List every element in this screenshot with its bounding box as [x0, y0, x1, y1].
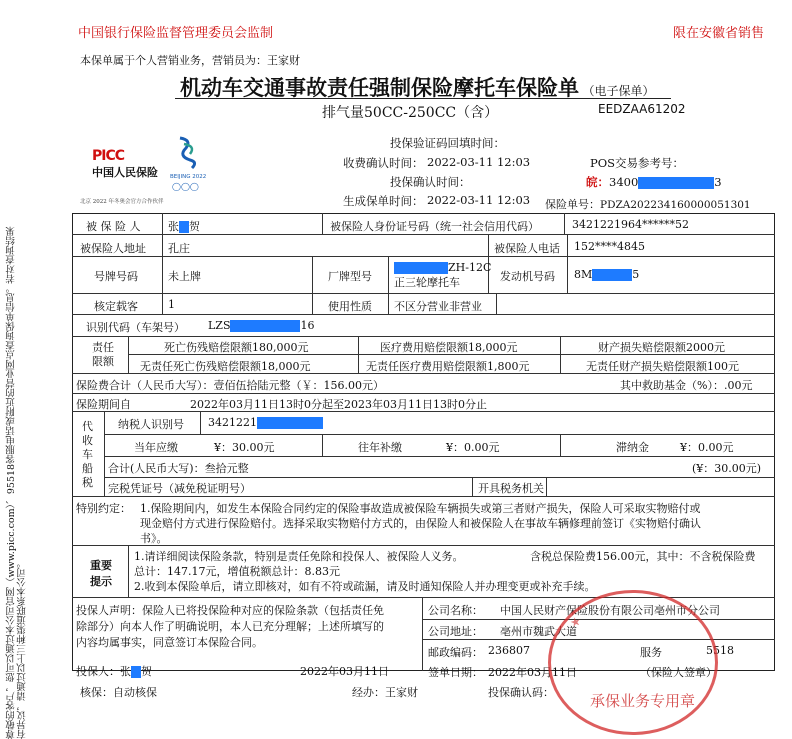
important-label-1: 重要	[90, 559, 112, 572]
col-divider	[388, 256, 389, 314]
col-divider	[560, 434, 561, 456]
fee-confirm-label: 收费确认时间：	[343, 156, 424, 170]
medical-limit: 医疗费用赔偿限额18,000元	[380, 341, 518, 354]
picc-company-name: 中国人民保险	[92, 166, 158, 179]
anhui-code-b: 3	[714, 175, 722, 189]
masked-block	[638, 177, 714, 189]
col-divider	[546, 477, 547, 496]
applicant-label: 投保人：张	[76, 665, 131, 678]
row-divider	[104, 456, 775, 457]
policy-no-value: PDZA202234160000051301	[600, 199, 751, 211]
col-divider	[162, 213, 163, 293]
row-divider	[72, 336, 775, 337]
engine-value-b: 5	[632, 268, 640, 281]
tax-current-value: ¥：30.00元	[214, 441, 275, 454]
id-value: 3421221964******52	[572, 218, 689, 231]
plate-value: 未上牌	[168, 270, 201, 283]
sale-region: 限在安徽省销售	[673, 26, 765, 41]
phone-label: 被保险人电话	[494, 242, 560, 255]
picc-logo	[92, 148, 158, 180]
special-text-2: 现金赔付方式进行保险赔付。选择采取实物赔付方式的，由保险人和被保险人在事故车辆修理前签订《实物赔付确认	[140, 517, 701, 530]
agent-note: 本保单属于个人营销业务，营销员为：王家财	[80, 54, 300, 67]
verify-time-label: 投保验证码回填时间：	[390, 136, 505, 150]
col-divider	[488, 234, 489, 256]
engine-value	[574, 268, 639, 281]
sign-date: 2022年03月11日	[488, 666, 577, 679]
anhui-code	[586, 174, 722, 190]
seal-text: 承保业务专用章	[590, 692, 696, 710]
late-fee-label: 滞纳金	[616, 441, 649, 454]
row-divider	[72, 545, 775, 546]
special-text-1: 1.保险期间内，如发生本保险合同约定的保险事故造成被保险车辆损失或第三者财产损失，保险人可采取实物赔付或	[140, 502, 701, 515]
regulator-note: 中国银行保险监督管理委员会监制	[78, 26, 274, 41]
applicant-name-b: 贺	[141, 665, 152, 678]
insured-name-a: 张	[168, 220, 179, 233]
underwriting: 核保：自动核保	[80, 686, 157, 699]
masked-block	[394, 262, 448, 274]
property-limit: 财产损失赔偿限额2000元	[598, 341, 725, 354]
policy-no-label: 保险单号：	[545, 198, 600, 211]
zip-value: 236807	[488, 644, 530, 657]
row-divider	[72, 496, 775, 497]
address-value: 孔庄	[168, 242, 190, 255]
company-name: 中国人民财产保险股份有限公司亳州市分公司	[500, 604, 720, 617]
col-divider	[358, 336, 359, 373]
pos-label: POS交易参考号：	[590, 156, 685, 170]
important-1: 1.请详细阅读保险条款，特别是责任免除和投保人、被保险人义务。	[134, 550, 464, 563]
premium-total: 保险费合计（人民币大写）：壹佰伍拾陆元整（￥：156.00元）	[76, 379, 384, 392]
col-divider	[564, 213, 565, 234]
model-label: 厂牌型号	[328, 270, 372, 283]
anhui-prefix: 皖：	[586, 175, 609, 189]
col-divider	[567, 256, 568, 293]
period-label: 保险期间自	[76, 398, 131, 411]
col-divider	[128, 336, 129, 373]
masked-block	[592, 269, 632, 281]
insurer-seal-label: （保险人签章）	[640, 666, 717, 679]
nf-death-limit: 无责任死亡伤残赔偿限额18,000元	[140, 360, 311, 373]
taxpayer-value-a: 3421221	[208, 416, 257, 429]
tax-current-label: 当年应缴	[134, 441, 178, 454]
effective-value: 2022-03-11 12:03	[427, 193, 531, 207]
important-2: 2.收到本保险单后，请立即核对，如有不符或疏漏，请及时通知保险人并办理变更或补充手续。	[134, 580, 596, 593]
special-text-3: 书》。	[140, 532, 168, 545]
id-label: 被保险人身份证号码（统一社会信用代码）	[330, 220, 539, 233]
effective-label: 生成保单时间：	[343, 194, 424, 208]
anhui-code-a: 3400	[609, 175, 639, 189]
title-main: 机动车交通事故责任强制保险摩托车保险单	[180, 76, 579, 100]
special-label: 特别约定：	[76, 502, 131, 515]
important-1-right: 含税总保险费156.00元，其中：不含税保险费	[530, 550, 756, 563]
col-divider	[560, 336, 561, 373]
rescue-fund: 其中救助基金（%）：.00元	[620, 379, 753, 392]
address-label: 被保险人地址	[80, 242, 146, 255]
vin-value-a: LZS	[208, 319, 231, 332]
row-divider	[72, 293, 775, 294]
company-name-label: 公司名称：	[428, 604, 483, 617]
company-addr-label: 公司地址：	[428, 625, 483, 638]
col-divider	[322, 434, 323, 456]
declaration-2: 除部分）向本人作了明确说明，本人已充分理解；上述所填写的	[76, 620, 384, 633]
row-divider	[72, 314, 775, 315]
vin-value-b: 16	[300, 319, 315, 332]
title-suffix: （电子保单）	[582, 84, 655, 98]
col-divider	[104, 411, 105, 496]
tax-section-label: 代收车船税	[82, 420, 93, 489]
model-value-a: ZH-12C	[448, 261, 492, 274]
col-divider	[200, 411, 201, 434]
col-divider	[322, 213, 323, 234]
period-value: 2022年03月11日13时0分起至2023年03月11日13时0分止	[190, 398, 487, 411]
col-divider	[162, 293, 163, 314]
engine-label: 发动机号码	[500, 270, 555, 283]
masked-block	[230, 320, 300, 332]
doc-code: EEDZAA61202	[598, 102, 686, 116]
masked-block	[179, 221, 189, 233]
row-divider	[72, 393, 775, 394]
death-limit: 死亡伤残赔偿限额180,000元	[164, 341, 309, 354]
applicant-date: 2022年03月11日	[300, 665, 389, 678]
important-label-2: 提示	[90, 575, 112, 588]
tax-office-label: 开具税务机关	[478, 482, 544, 495]
service-value: 5518	[706, 644, 734, 657]
col-divider	[496, 293, 497, 314]
insured-name	[168, 218, 200, 234]
phone-value: 152****4845	[574, 240, 645, 253]
row-divider	[72, 234, 775, 235]
olympic-rings-icon: ◯◯◯	[172, 182, 199, 191]
declaration-3: 内容均属事实，同意签订本保险合同。	[76, 636, 263, 649]
important-total: 总计：147.17元，增值税额总计：8.83元	[134, 565, 340, 578]
seal-star-icon: ★	[568, 613, 583, 631]
partner-line: 北京 2022 年冬奥会官方合作伙伴	[80, 199, 164, 205]
passengers-value: 1	[168, 298, 175, 311]
row-divider	[72, 256, 775, 257]
passengers-label: 核定载客	[94, 300, 138, 313]
policy-number	[545, 196, 751, 212]
masked-block	[131, 666, 141, 678]
taxpayer-label: 纳税人识别号	[118, 418, 184, 431]
tax-total-value: (¥：30.00元)	[692, 462, 762, 475]
tax-cert-label: 完税凭证号（减免税证明号）	[108, 482, 251, 495]
service-label: 服务	[640, 646, 662, 659]
engine-value-a: 8M	[574, 268, 593, 281]
col-divider	[422, 597, 423, 671]
liability-label: 责任限额	[92, 341, 114, 368]
usage-label: 使用性质	[328, 300, 372, 313]
company-seal	[548, 590, 718, 735]
picc-wordmark: PICC	[92, 148, 125, 164]
displacement: 排气量50CC-250CC（含）	[322, 105, 499, 121]
row-divider	[104, 477, 775, 478]
model-value-b: 正三轮摩托车	[394, 276, 460, 289]
insured-name-b: 贺	[189, 220, 200, 233]
nf-property-limit: 无责任财产损失赔偿限额100元	[586, 360, 739, 373]
beijing-2022-emblem	[168, 134, 208, 184]
col-divider	[567, 234, 568, 256]
col-divider	[312, 256, 313, 314]
masked-block	[257, 417, 323, 429]
nf-medical-limit: 无责任医疗费用赔偿限额1,800元	[366, 360, 530, 373]
col-divider	[472, 477, 473, 496]
confirm-code: 投保确认码：	[488, 686, 554, 699]
fee-confirm-value: 2022-03-11 12:03	[427, 155, 531, 169]
tax-total-label: 合计(人民币大写)：叁拾元整	[108, 462, 249, 475]
beijing-text: BEIJING 2022	[170, 174, 207, 180]
handler: 经办：王家财	[352, 686, 418, 699]
tax-past-value: ¥：0.00元	[446, 441, 500, 454]
row-divider	[104, 434, 775, 435]
confirm-time-label: 投保确认时间：	[390, 175, 471, 189]
title-underline	[175, 98, 671, 99]
col-divider	[128, 545, 129, 597]
late-fee-value: ¥：0.00元	[680, 441, 734, 454]
plate-label: 号牌号码	[94, 270, 138, 283]
side-note: 尊敬的客户，您可以通过本公司官网（www.picc.com）、95518客服电话或附近的营业网点查询保单信息。若对查询结果有异议，请通过以上三种渠道联系本公司。	[6, 226, 28, 739]
declaration-1: 投保人声明：保险人已将投保险种对应的保险条款（包括责任免	[76, 604, 384, 617]
sign-date-label: 签单日期：	[428, 666, 483, 679]
company-addr: 亳州市魏武大道	[500, 625, 577, 638]
vin-value	[208, 319, 314, 332]
usage-value: 不区分营业非营业	[394, 300, 482, 313]
insured-label: 被 保 险 人	[86, 220, 141, 233]
taxpayer-value	[208, 416, 323, 429]
zip-label: 邮政编码：	[428, 646, 483, 659]
tax-past-label: 往年补缴	[358, 441, 402, 454]
model-value	[394, 260, 491, 290]
applicant-signature	[76, 663, 152, 679]
vin-label: 识别代码（车架号）	[86, 321, 185, 334]
